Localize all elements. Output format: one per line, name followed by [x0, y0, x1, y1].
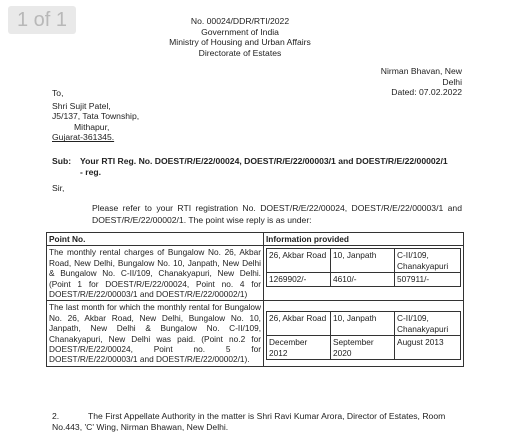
info-1-value-1: 1269902/- — [267, 273, 331, 286]
addressee-address-2: Mithapur, — [74, 121, 110, 132]
info-2-place-1: 26, Akbar Road — [267, 312, 331, 336]
addressee-name: Shri Sujit Patel, — [52, 100, 111, 111]
salutation: Sir, — [52, 183, 65, 193]
info-2-value-1: December 2012 — [267, 336, 331, 360]
point-2-text: The last month for which the monthly rental for Bungalow No. 26, Akbar Road, New Delhi, Bungalow No. 10, Janpath, New Delhi & Bungalow No. C-II/109, Chanakyapuri, New Delhi was paid. (Point no.2 for DOEST/R/E/22/00024, Point no. 5 for DOEST/R/E/22/00003/1 and DOEST/R/E/22/00002/1). — [47, 301, 264, 366]
addressee-block — [52, 88, 139, 143]
table-row — [47, 246, 464, 301]
info-2-value-2: September 2020 — [331, 336, 395, 360]
info-1-value-2: 4610/- — [331, 273, 395, 286]
info-2-grid — [266, 311, 461, 360]
to-label: To, — [52, 88, 64, 98]
addressee-address-3: Gujarat-361345. — [52, 132, 115, 143]
directorate-name: Directorate of Estates — [198, 47, 282, 58]
letter-date: Dated: 07.02.2022 — [391, 87, 462, 98]
info-1-place-1: 26, Akbar Road — [267, 249, 331, 273]
paragraph-2-text: The First Appellate Authority in the matter is Shri Ravi Kumar Arora, Director of Estates, Room No.443, 'C' Wing, Nirman Bhawan, New Delhi. — [52, 411, 446, 433]
government-name: Government of India — [201, 26, 279, 37]
info-1-cell — [264, 246, 464, 301]
subject-line — [52, 156, 462, 178]
intro-text: Please refer to your RTI registration No. DOEST/R/E/22/00024, DOEST/R/E/22/00003/1 and DOEST/R/E/22/00002/1. The point wise reply is as under: — [92, 203, 462, 225]
info-1-grid — [266, 248, 461, 286]
page-counter: 1 of 1 — [8, 6, 76, 34]
info-1-place-2: 10, Janpath — [331, 249, 395, 273]
info-2-value-3: August 2013 — [395, 336, 461, 360]
location: Nirman Bhavan, New Delhi — [380, 66, 462, 87]
header-point-no: Point No. — [47, 233, 264, 246]
addressee-address-1: J5/137, Tata Township, — [52, 111, 140, 122]
info-1-place-3: C-II/109, Chanakyapuri — [395, 249, 461, 273]
subject-text-cont: - reg. — [80, 166, 102, 177]
header-information: Information provided — [264, 233, 464, 246]
paragraph-2-number: 2. — [52, 411, 60, 421]
subject-label: Sub: — [52, 156, 72, 166]
info-2-place-3: C-II/109, Chanakyapuri — [395, 312, 461, 336]
intro-paragraph — [52, 203, 462, 227]
info-2-place-2: 10, Janpath — [331, 312, 395, 336]
paragraph-2 — [52, 411, 462, 434]
table-row — [47, 301, 464, 366]
letter-header — [140, 16, 340, 58]
reference-number: No. 00024/DDR/RTI/2022 — [190, 16, 290, 26]
place-date-block — [360, 66, 462, 98]
info-2-cell — [264, 301, 464, 366]
point-1-text: The monthly rental charges of Bungalow No. 26, Akbar Road, New Delhi, Bungalow No. 10, Janpath, New Delhi & Bungalow No. C-II/109, Chanakyapuri, New Delhi.(Point 1 for DOEST/R/E/22/00024, Point no. 4 for DOEST/R/E/22/00003/1 and DOEST/R/E/22/00002/1) — [47, 246, 264, 301]
info-1-value-3: 507911/- — [395, 273, 461, 286]
subject-text: Your RTI Reg. No. DOEST/R/E/22/00024, DOEST/R/E/22/00003/1 and DOEST/R/E/22/00002/1 — [80, 156, 448, 166]
reply-table — [46, 232, 464, 367]
ministry-name: Ministry of Housing and Urban Affairs — [169, 37, 311, 48]
